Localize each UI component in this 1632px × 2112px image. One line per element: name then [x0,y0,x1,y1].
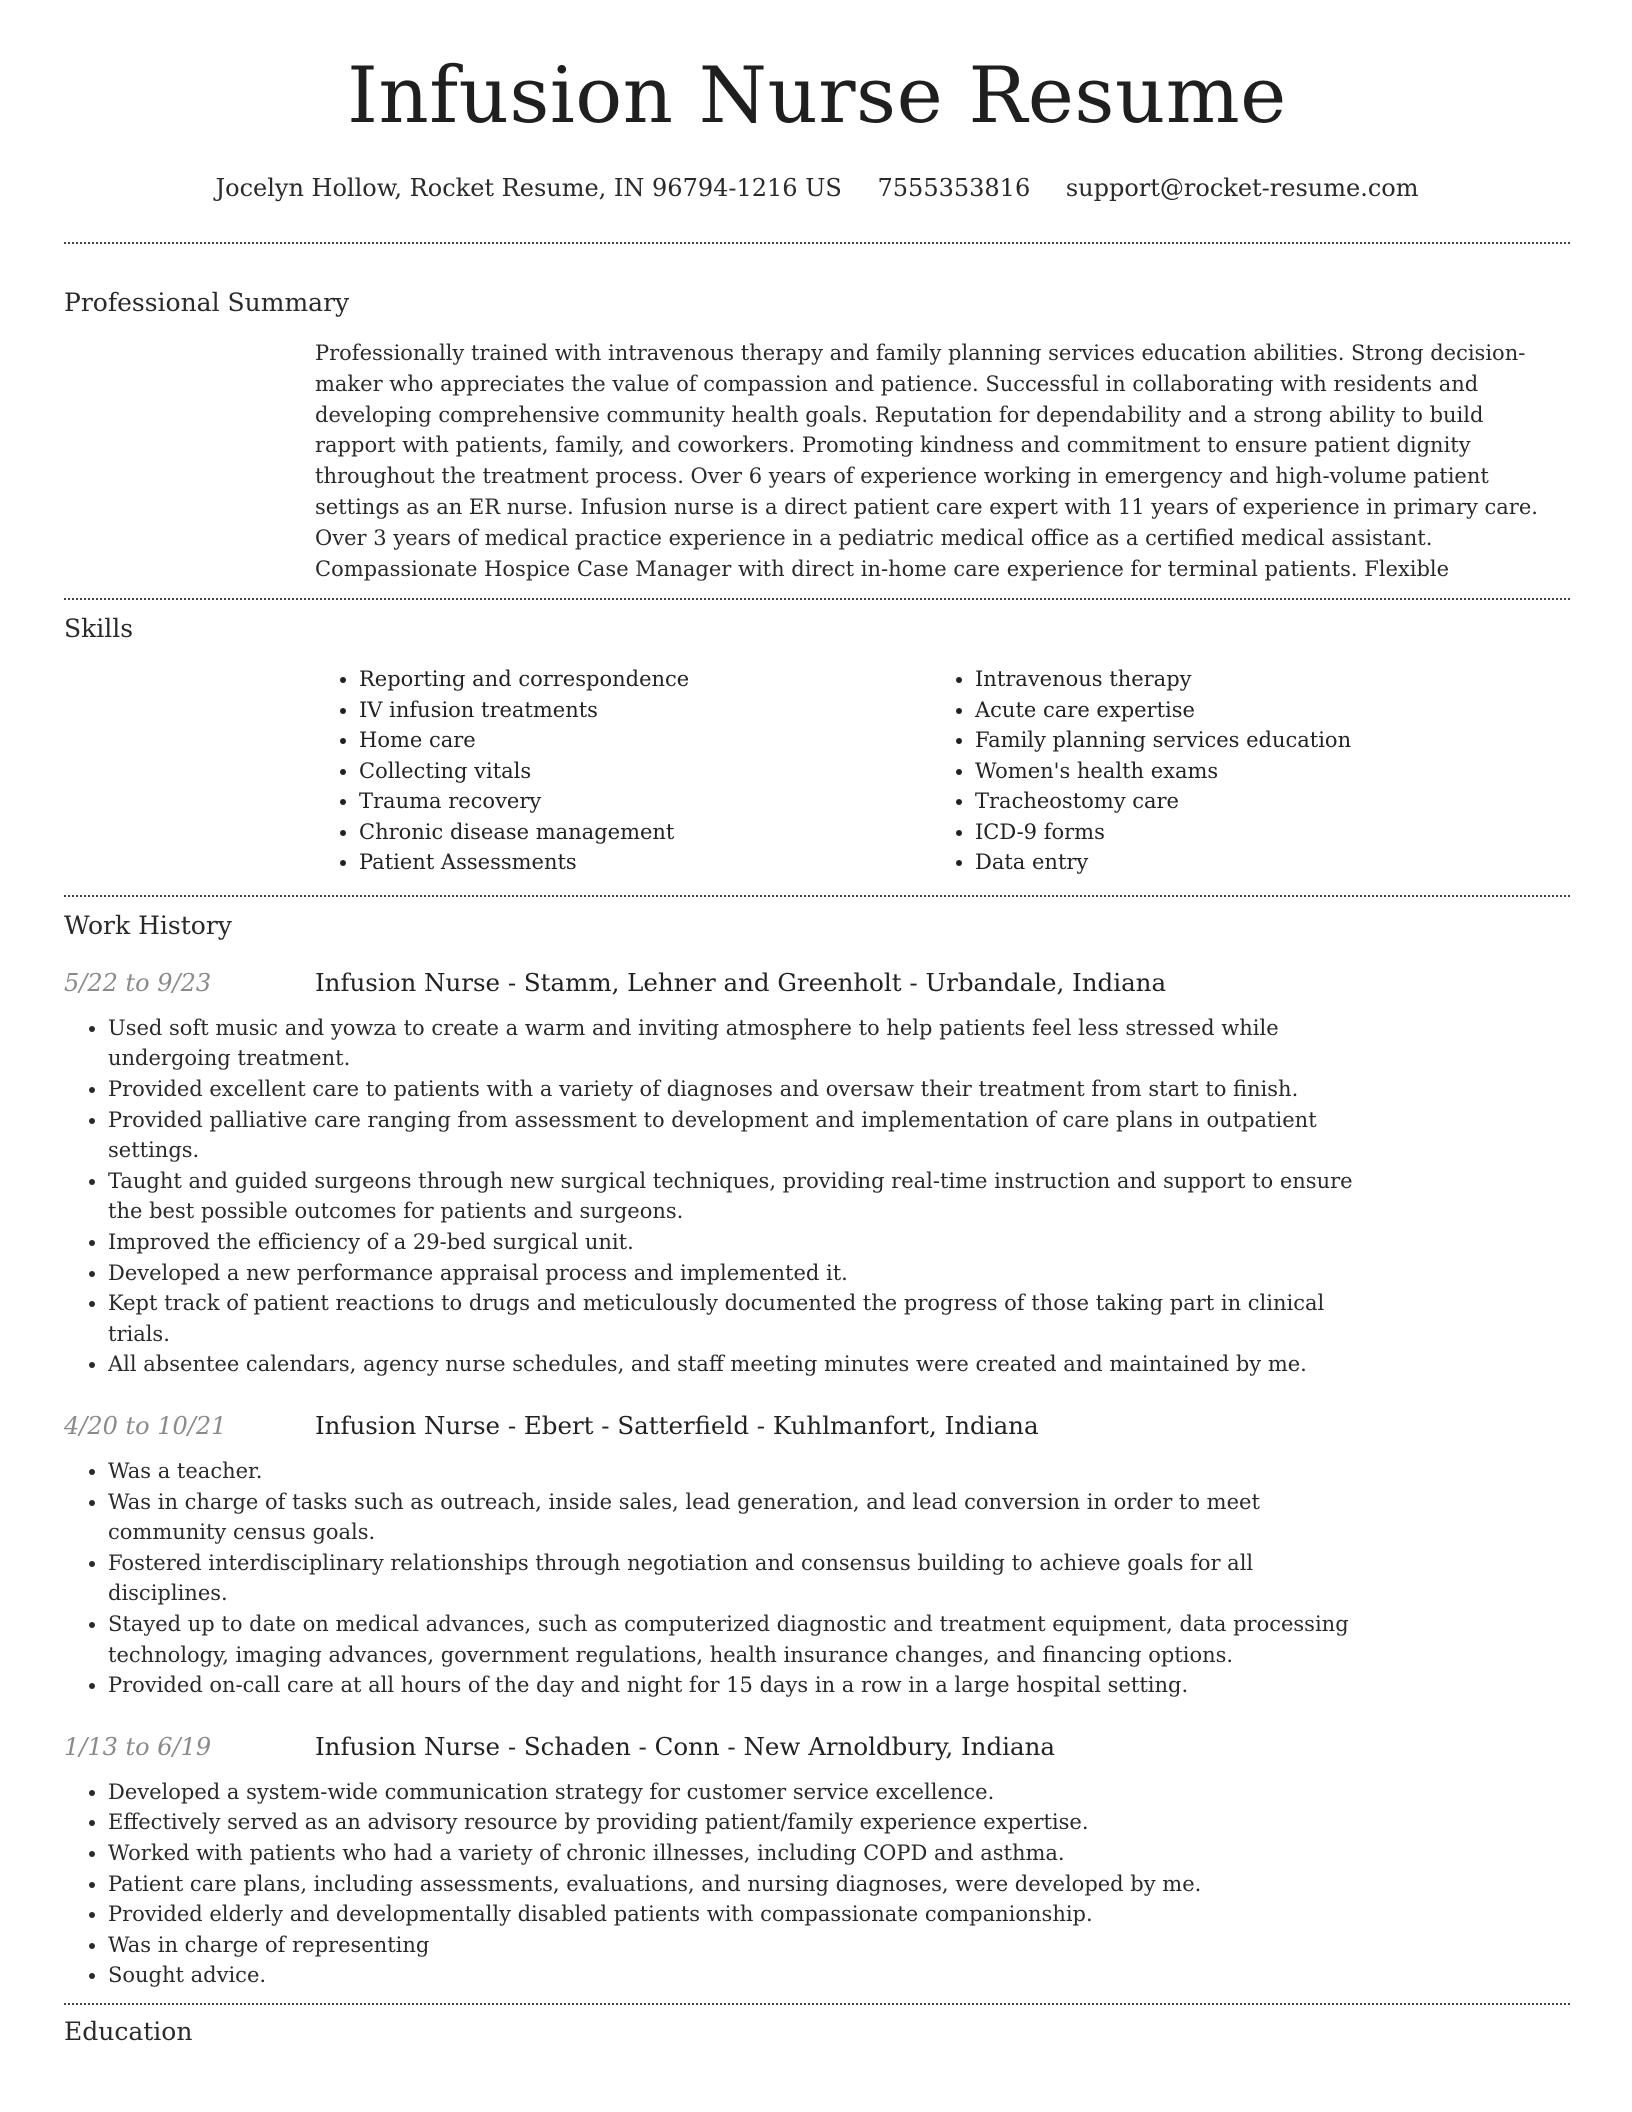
skill-item: • Reporting and correspondence [359,664,929,695]
job-bullet: • Taught and guided surgeons through new surgical techniques, providing real-time instruction and support to ensure the best possible outcomes for patients and surgeons. [108,1166,1363,1227]
skill-item: • Women's health exams [975,756,1545,787]
skill-item: • Home care [359,725,929,756]
section-divider [64,598,1570,600]
job-bullet: • Used soft music and yowza to create a warm and inviting atmosphere to help patients feel less stressed while undergoing treatment. [108,1013,1363,1074]
job-dates: 4/20 to 10/21 [64,1412,227,1440]
job-header [64,965,1570,1001]
job-bullet: • Provided on-call care at all hours of the day and night for 15 days in a row in a large hospital setting. [108,1670,1363,1701]
work-history-section [64,909,1570,1991]
job-bullet: • Developed a new performance appraisal process and implemented it. [108,1258,1363,1289]
job-header [64,1408,1570,1444]
contact-email: support@rocket-resume.com [1065,174,1419,202]
skill-item: • Intravenous therapy [975,664,1545,695]
section-divider [64,242,1570,244]
job-bullet: • Stayed up to date on medical advances, such as computerized diagnostic and treatment equipment, data processing technology, imaging advances, government regulations, health insurance changes, and financing options. [108,1609,1363,1670]
job-bullet: • Developed a system-wide communication strategy for customer service excellence. [108,1777,1363,1808]
job-entry [64,1408,1570,1701]
job-bullet: • Provided excellent care to patients with a variety of diagnoses and oversaw their treatment from start to finish. [108,1074,1363,1105]
job-bullet: • Provided elderly and developmentally disabled patients with compassionate companionship. [108,1899,1363,1930]
job-bullet: • Sought advice. [108,1960,1363,1991]
job-entry [64,1729,1570,1991]
skill-item: • Collecting vitals [359,756,929,787]
skills-heading: Skills [64,614,134,644]
resume-page [64,0,1570,2049]
skills-column-right [929,664,1545,878]
skill-item: • Trauma recovery [359,786,929,817]
job-bullets [64,1456,1363,1701]
education-section [64,2015,1570,2049]
skills-column-left [315,664,929,878]
job-bullet: • Provided palliative care ranging from assessment to development and implementation of care plans in outpatient settings. [108,1105,1363,1166]
job-bullet: • Was a teacher. [108,1456,1363,1487]
skill-item: • Chronic disease management [359,817,929,848]
job-bullet: • Patient care plans, including assessments, evaluations, and nursing diagnoses, were developed by me. [108,1869,1363,1900]
job-title: Infusion Nurse - Ebert - Satterfield - Kuhlmanfort, Indiana [315,1411,1039,1440]
job-entry [64,965,1570,1380]
skill-item: • Acute care expertise [975,695,1545,726]
skill-item: • IV infusion treatments [359,695,929,726]
job-bullets [64,1777,1363,1991]
job-header [64,1729,1570,1765]
job-bullet: • All absentee calendars, agency nurse schedules, and staff meeting minutes were created and maintained by me. [108,1349,1363,1380]
skills-section [64,612,1570,878]
resume-title: Infusion Nurse Resume [347,51,1287,141]
skill-item: • Family planning services education [975,725,1545,756]
summary-text: Professionally trained with intravenous therapy and family planning services education abilities. Strong decision-maker who appreciates the value of compassion and patience. Successful in collaborating with residents and developing comprehensive community health goals. Reputation for dependability and a strong ability to build rapport with patients, family, and coworkers. Promoting kindness and commitment to ensure patient dignity throughout the treatment process. Over 6 years of experience working in emergency and high-volume patient settings as an ER nurse. Infusion nurse is a direct patient care expert with 11 years of experience in primary care. Over 3 years of medical practice experience in a pediatric medical office as a certified medical assistant. Compassionate Hospice Case Manager with direct in-home care experience for terminal patients. Flexible [315,341,1538,581]
job-bullets [64,1013,1363,1380]
contact-line [64,172,1570,204]
skill-item: • Patient Assessments [359,847,929,878]
job-bullet: • Effectively served as an advisory resource by providing patient/family experience expertise. [108,1807,1363,1838]
job-bullet: • Was in charge of tasks such as outreach, inside sales, lead generation, and lead conversion in order to meet community census goals. [108,1487,1363,1548]
summary-heading: Professional Summary [64,288,350,317]
job-title: Infusion Nurse - Schaden - Conn - New Arnoldbury, Indiana [315,1731,1055,1761]
skill-item: • Data entry [975,847,1545,878]
work-history-heading: Work History [64,910,232,940]
job-dates: 1/13 to 6/19 [64,1732,212,1761]
skill-item: • ICD-9 forms [975,817,1545,848]
section-divider [64,895,1570,897]
job-bullet: • Improved the efficiency of a 29-bed surgical unit. [108,1227,1363,1258]
job-bullet: • Worked with patients who had a variety of chronic illnesses, including COPD and asthma. [108,1838,1363,1869]
education-heading: Education [64,2016,193,2046]
summary-section [64,286,1570,584]
contact-address: Jocelyn Hollow, Rocket Resume, IN 96794-1216 US [215,174,842,202]
contact-phone: 7555353816 [877,174,1031,202]
job-bullet: • Was in charge of representing [108,1930,1363,1961]
section-divider [64,2003,1570,2005]
job-bullet: • Kept track of patient reactions to drugs and meticulously documented the progress of those taking part in clinical trials. [108,1288,1363,1349]
job-bullet: • Fostered interdisciplinary relationships through negotiation and consensus building to achieve goals for all disciplines. [108,1548,1363,1609]
skill-item: • Tracheostomy care [975,786,1545,817]
job-title: Infusion Nurse - Stamm, Lehner and Greenholt - Urbandale, Indiana [315,967,1167,997]
skills-list [315,664,1570,878]
job-dates: 5/22 to 9/23 [64,968,212,997]
